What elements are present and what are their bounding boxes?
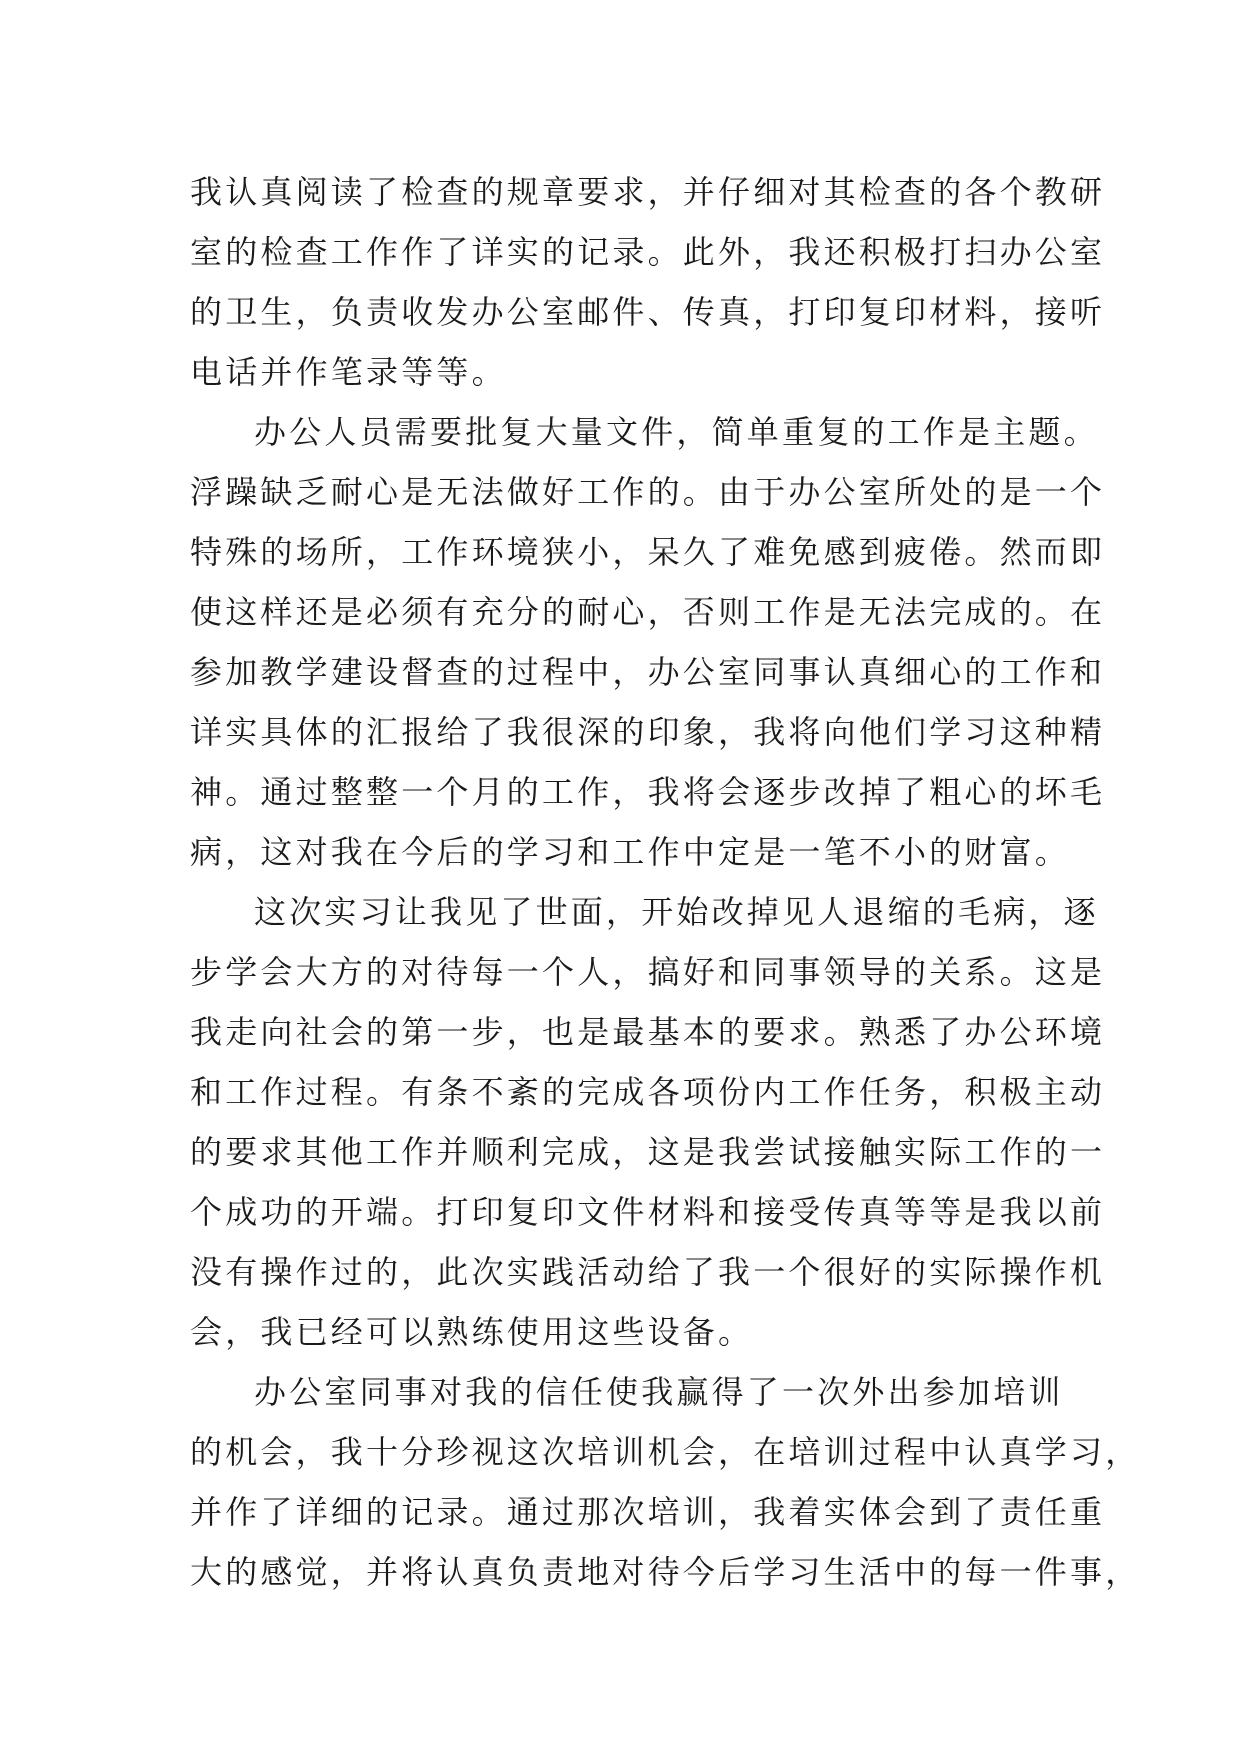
text-line: 并作了详细的记录。通过那次培训，我着实体会到了责任重: [190, 1493, 1106, 1531]
document-body: [190, 162, 1141, 1602]
text-line: 个成功的开端。打印复印文件材料和接受传真等等是我以前: [190, 1193, 1106, 1231]
text-line: 电话并作笔录等等。: [190, 353, 507, 391]
text-line: 和工作过程。有条不紊的完成各项份内工作任务，积极主动: [190, 1073, 1106, 1111]
text-line: 我走向社会的第一步，也是最基本的要求。熟悉了办公环境: [190, 1013, 1106, 1051]
paragraph-4: [190, 1362, 1141, 1602]
paragraph-1: [190, 162, 1106, 402]
text-line: 没有操作过的，此次实践活动给了我一个很好的实际操作机: [190, 1253, 1106, 1291]
text-line: 我认真阅读了检查的规章要求，并仔细对其检查的各个教研: [190, 173, 1106, 211]
text-line: 病，这对我在今后的学习和工作中定是一笔不小的财富。: [190, 833, 1071, 871]
text-line: 的要求其他工作并顺利完成，这是我尝试接触实际工作的一: [190, 1133, 1106, 1171]
text-line: 大的感觉，并将认真负责地对待今后学习生活中的每一件事，: [190, 1553, 1141, 1591]
text-line: 室的检查工作作了详实的记录。此外，我还积极打扫办公室: [190, 233, 1106, 271]
text-line: 的机会，我十分珍视这次培训机会，在培训过程中认真学习，: [190, 1433, 1141, 1471]
text-line: 详实具体的汇报给了我很深的印象，我将向他们学习这种精: [190, 713, 1106, 751]
text-line: 浮躁缺乏耐心是无法做好工作的。由于办公室所处的是一个: [190, 473, 1106, 511]
text-line: 步学会大方的对待每一个人，搞好和同事领导的关系。这是: [190, 953, 1106, 991]
text-line: 会，我已经可以熟练使用这些设备。: [190, 1313, 754, 1351]
text-line: 办公室同事对我的信任使我赢得了一次外出参加培训: [254, 1373, 1064, 1411]
text-line: 特殊的场所，工作环境狭小，呆久了难免感到疲倦。然而即: [190, 533, 1106, 571]
text-line: 这次实习让我见了世面，开始改掉见人退缩的毛病，逐: [254, 893, 1099, 931]
text-line: 的卫生，负责收发办公室邮件、传真，打印复印材料，接听: [190, 293, 1106, 331]
paragraph-2: [190, 402, 1106, 882]
text-line: 神。通过整整一个月的工作，我将会逐步改掉了粗心的坏毛: [190, 773, 1106, 811]
text-line: 参加教学建设督查的过程中，办公室同事认真细心的工作和: [190, 653, 1106, 691]
text-line: 使这样还是必须有充分的耐心，否则工作是无法完成的。在: [190, 593, 1106, 631]
paragraph-3: [190, 882, 1106, 1362]
text-line: 办公人员需要批复大量文件，简单重复的工作是主题。: [254, 413, 1099, 451]
